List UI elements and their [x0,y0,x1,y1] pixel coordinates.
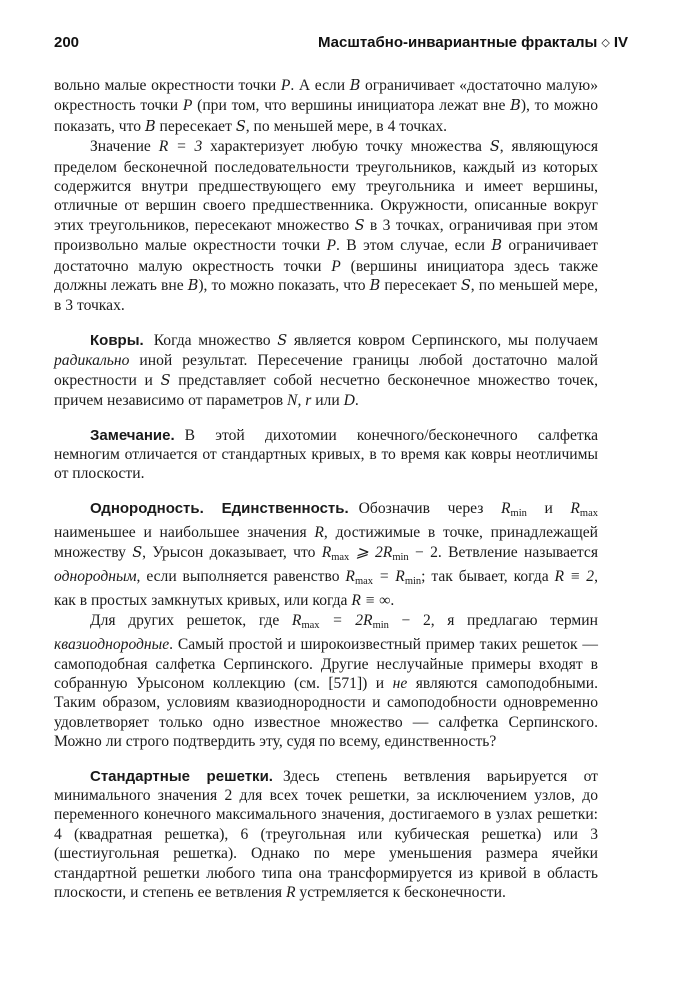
page-body [54,76,598,902]
chapter-title: Масштабно-инвариантные фракталы [317,34,598,51]
paragraph-continuation: вольно малые окрестности точки P. А если B ограничивает «достаточно малую» окрестность точки P (при том, что вершины инициатора лежат вне B), то можно показать, что B пересекает S, по меньшей мере, в 4 точках. [54,77,598,135]
running-header [54,34,628,54]
section-heading-homogeneity: Однородность. Единственность. [90,499,349,517]
paragraph-standard-lattices: Стандартные решетки. Здесь степень ветвления варьируется от минимального значения 2 для всех точек решетки, за исключением узлов, до переменного конечного максимального значения, достигаемого в узлах решетки: 4 (квадратная решетка), 6 (треугольная или кубическая решетка) или 3 (шестиугольная решетка). Однако по мере уменьшения размера ячейки стандартной решетки любого типа она трансформируется из кривой в область плоскости, и степень ее ветвления R устремляется к бесконечности. [54,767,598,902]
running-title [318,34,628,51]
paragraph-r3: Значение R = 3 характеризует любую точку множества S, являющуюся пределом бесконечной последовательности треугольников, каждый из которых содержится внутри предшествующего ему треугольника и имеет вершины, отличные от вершин своего предшественника. Окружности, описанные вокруг этих треугольников, пересекают множество S в 3 точках, ограничивая при этом произвольно малые окрестности точки P. В этом случае, если B ограничивает достаточно малую окрестность точки P (вершины инициатора здесь также должны лежать вне B), то можно показать, что B пересекает S, по меньшей мере, в 3 точках. [54,138,598,315]
paragraph-remark: Замечание. В этой дихотомии конечного/бесконечного салфетка немногим отличается от стандартных кривых, в то время как ковры неотличимы от плоскости. [54,426,598,483]
chapter-number: IV [613,34,628,51]
section-heading-carpets: Ковры. [90,331,144,349]
paragraph-homogeneity: Однородность. Единственность. Обозначив через $R_{min}$ и $R_{max}$ наименьшее и наибольшее значения R, достижимые в точке, принадлежащей множеству S, Урысон доказывает, что $R_{max}$ ⩾ $2R_{min} - 2$. Ветвление называется однородным, если выполняется равенство $R_{max} = R_{min}$; так бывает, когда R ≡ 2, как в простых замкнутых кривых, или когда R ≡ ∞. [54,499,599,610]
page-number: 200 [54,34,80,51]
paragraph-quasihomogeneous: Для других решеток, где $R_{max} = 2R_{min} - 2$, я предлагаю термин квазиоднородные. Самый простой и широкоизвестный пример таких решеток — самоподобная салфетка Серпинского. Другие неслучайные примеры входят в собранную Урысоном коллекцию (см. [571]) и не являются самоподобными. Таким образом, условиям квазиоднородности и самоподобности одновременно удовлетворяет только одно известное множество — салфетка Серпинского. Можно ли строго подтвердить эту, судя по всему, единственность? [54,611,598,751]
diamond-separator-icon: ◇ [601,37,610,49]
section-heading-remark: Замечание. [90,426,175,444]
section-heading-standard-lattices: Стандартные решетки. [90,767,273,785]
paragraph-carpets: Ковры. Когда множество S является ковром Серпинского, мы получаем радикально иной результат. Пересечение границы любой достаточно малой окрестности и S представляет собой несчетно бесконечное множество точек, причем независимо от параметров N, r или D. [54,331,598,410]
